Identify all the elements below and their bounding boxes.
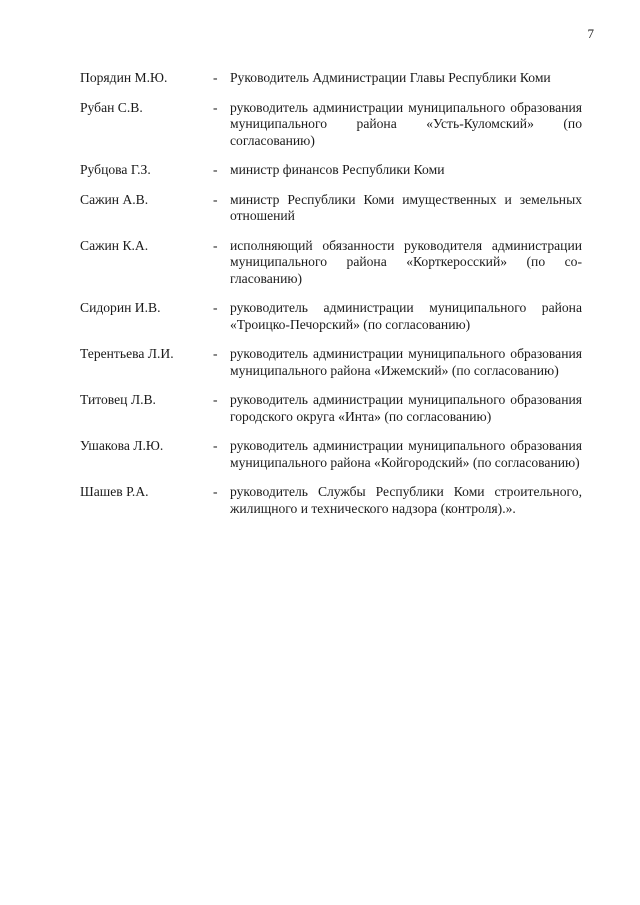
- separator-dash: -: [213, 70, 218, 85]
- member-name: Сажин К.А.: [80, 237, 149, 253]
- member-role: руководитель администрации муниципального района «Троицко-Печорский» (по согласованию): [230, 300, 582, 332]
- member-name: Порядин М.Ю.: [80, 70, 168, 85]
- member-role: руководитель Службы Республики Коми строительного, жилищного и технического надзора (контроля).».: [230, 484, 582, 516]
- list-item: [80, 192, 600, 225]
- member-name: Сидорин И.В.: [80, 300, 161, 315]
- members-list: [80, 70, 600, 530]
- separator-dash: -: [213, 346, 218, 361]
- member-name: Терентьева Л.И.: [80, 346, 174, 361]
- separator-dash: -: [213, 392, 218, 407]
- list-item: [80, 438, 600, 471]
- member-role: руководитель администрации муниципального образования муниципального района «Усть-Куломский» (по согласованию): [230, 99, 582, 148]
- member-role: руководитель администрации муниципального образования муниципального района «Койгородский» (по согласованию): [230, 438, 582, 470]
- member-role: исполняющий обязанности руководителя администрации муниципального района «Корткеросский» (по согласованию): [230, 237, 582, 286]
- member-name: Шашев Р.А.: [80, 484, 149, 499]
- member-role: Руководитель Администрации Главы Республики Коми: [230, 70, 551, 85]
- separator-dash: -: [213, 237, 218, 253]
- member-name: Рубан С.В.: [80, 99, 143, 115]
- list-item: [80, 484, 600, 517]
- separator-dash: -: [213, 484, 218, 499]
- member-name: Титовец Л.В.: [80, 392, 156, 407]
- list-item: [80, 238, 600, 288]
- page-number: 7: [587, 26, 594, 41]
- list-item: [80, 300, 600, 333]
- list-item: [80, 392, 600, 425]
- member-name: Рубцова Г.З.: [80, 162, 151, 177]
- list-item: [80, 100, 600, 150]
- separator-dash: -: [213, 300, 218, 315]
- member-name: Ушакова Л.Ю.: [80, 438, 164, 453]
- member-role: министр Республики Коми имущественных и земельных отношений: [230, 191, 582, 223]
- separator-dash: -: [213, 162, 218, 177]
- member-role: министр финансов Республики Коми: [230, 162, 445, 177]
- list-item: [80, 70, 600, 87]
- member-role: руководитель администрации муниципального образования городского округа «Инта» (по согласованию): [230, 392, 582, 424]
- separator-dash: -: [213, 99, 218, 115]
- list-item: [80, 162, 600, 179]
- separator-dash: -: [213, 438, 218, 453]
- separator-dash: -: [213, 191, 218, 207]
- member-role: руководитель администрации муниципального образования муниципального района «Ижемский» (по согласованию): [230, 346, 582, 378]
- member-name: Сажин А.В.: [80, 191, 149, 207]
- list-item: [80, 346, 600, 379]
